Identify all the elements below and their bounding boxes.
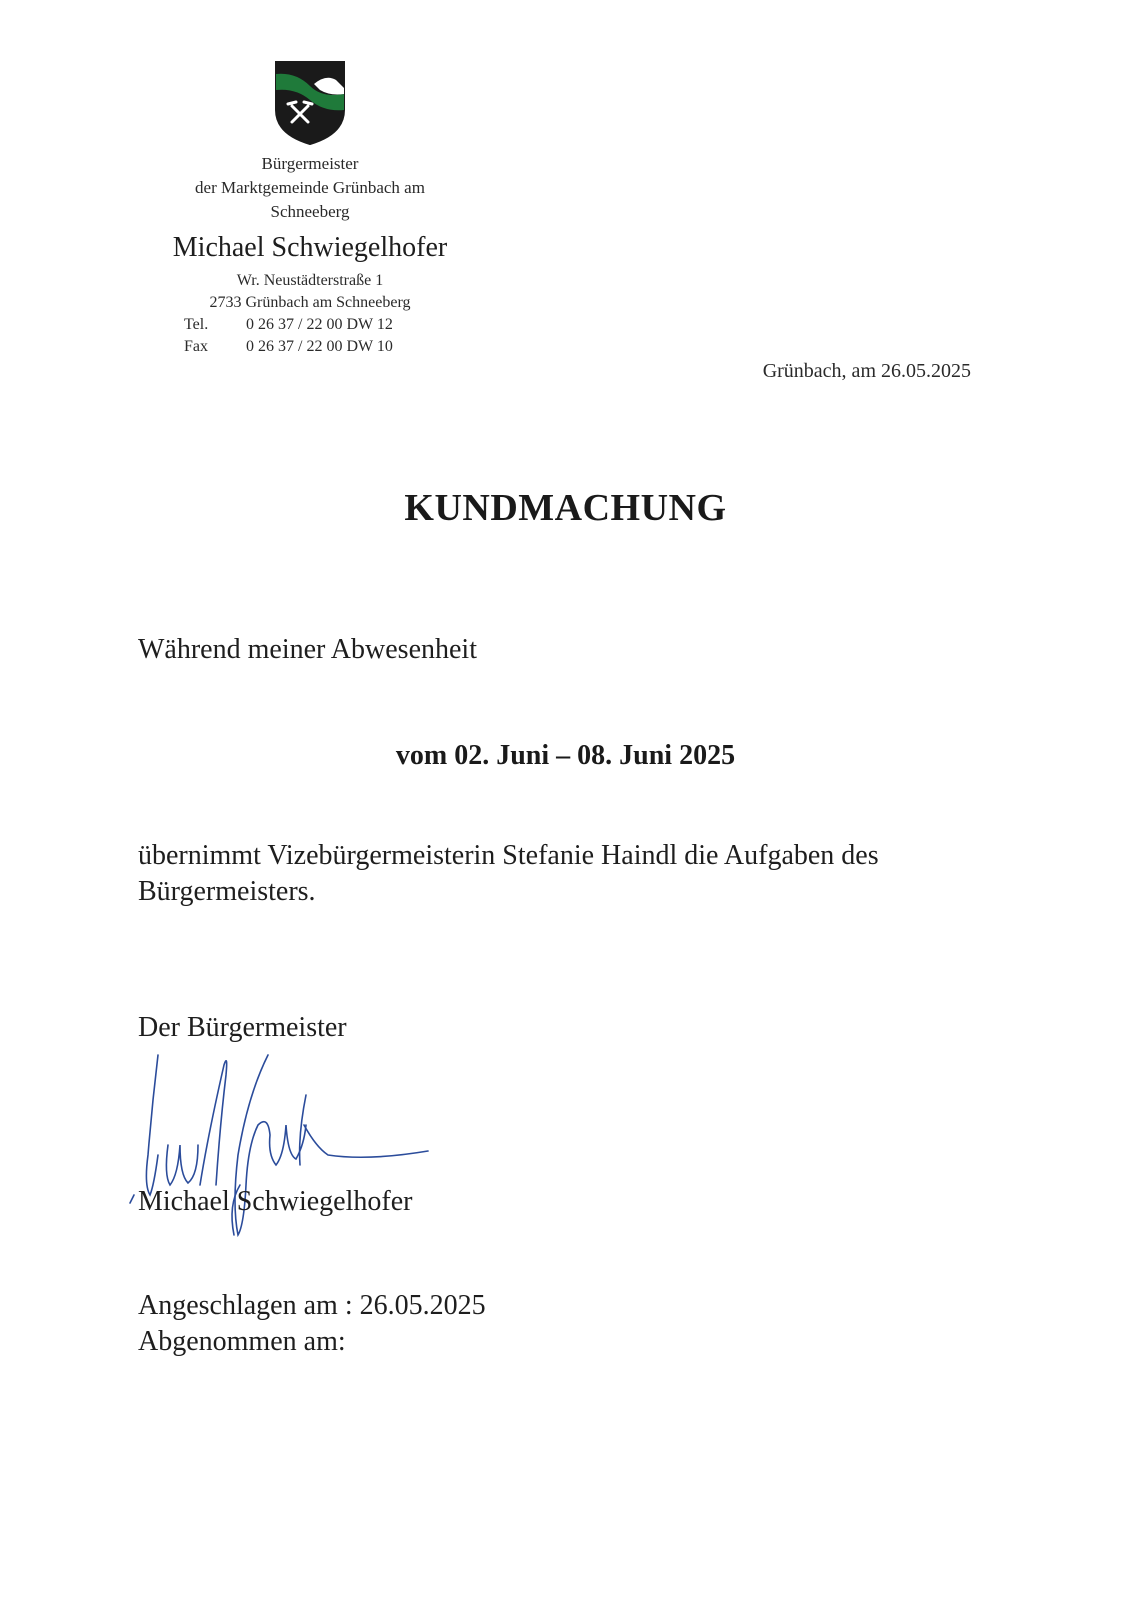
body-line: Bürgermeisters. bbox=[138, 876, 316, 907]
contact-block bbox=[130, 314, 490, 358]
fax-label: Fax bbox=[184, 338, 208, 355]
absence-period: vom 02. Juni – 08. Juni 2025 bbox=[395, 740, 736, 771]
mayor-name: Michael Schwiegelhofer bbox=[172, 232, 448, 263]
address bbox=[130, 270, 490, 314]
tel-value: 0 26 37 / 22 00 DW 12 bbox=[246, 316, 393, 333]
body-paragraph bbox=[138, 838, 879, 910]
removed-date: Abgenommen am: bbox=[138, 1326, 346, 1357]
signature-name: Michael Schwiegelhofer bbox=[138, 1186, 413, 1217]
document-title: KUNDMACHUNG bbox=[404, 487, 727, 529]
city: 2733 Grünbach am Schneeberg bbox=[209, 294, 411, 311]
coat-of-arms-icon bbox=[274, 60, 346, 146]
intro-text: Während meiner Abwesenheit bbox=[138, 634, 477, 665]
office-title-line: Bürgermeister bbox=[261, 154, 359, 173]
posted-date: Angeschlagen am : 26.05.2025 bbox=[138, 1290, 486, 1321]
tel-label: Tel. bbox=[184, 316, 209, 333]
date-line: Grünbach, am 26.05.2025 bbox=[762, 360, 971, 382]
letterhead bbox=[130, 60, 490, 358]
signature-role: Der Bürgermeister bbox=[138, 1012, 347, 1043]
office-title bbox=[130, 152, 490, 224]
office-title-line: der Marktgemeinde Grünbach am bbox=[195, 178, 425, 197]
body-line: übernimmt Vizebürgermeisterin Stefanie Haindl die Aufgaben des bbox=[138, 840, 879, 871]
office-title-line: Schneeberg bbox=[270, 202, 350, 221]
street: Wr. Neustädterstraße 1 bbox=[236, 272, 384, 289]
fax-value: 0 26 37 / 22 00 DW 10 bbox=[246, 338, 393, 355]
